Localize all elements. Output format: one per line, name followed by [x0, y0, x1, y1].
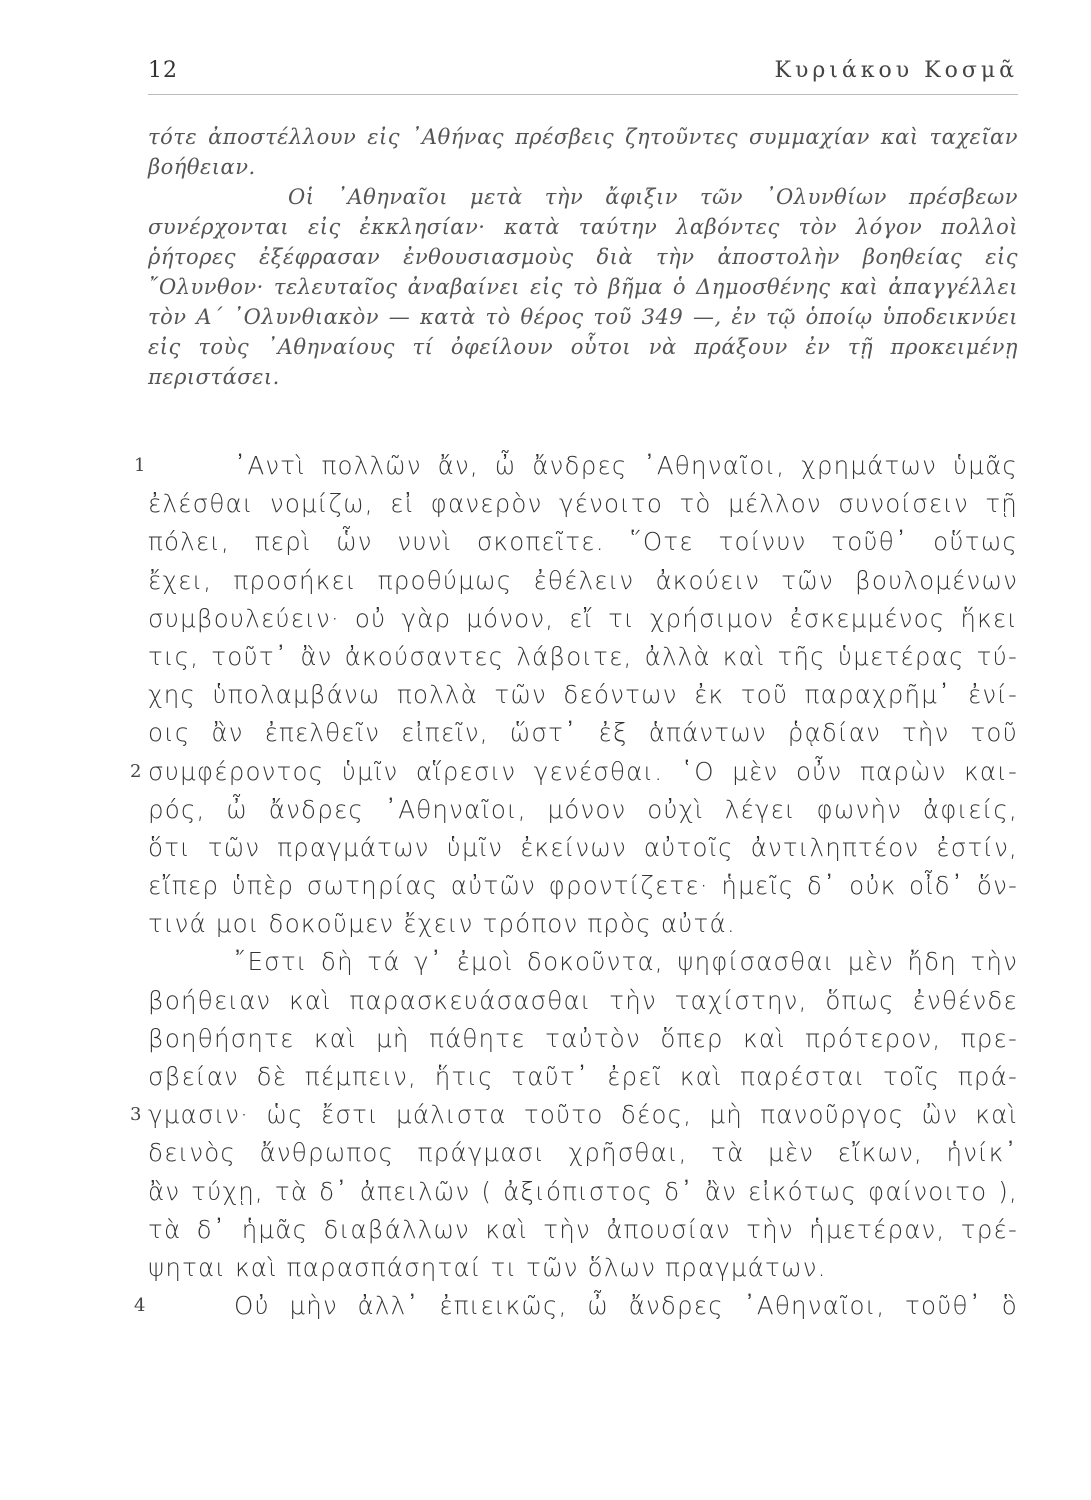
main-text: [130, 447, 1018, 1325]
text-line: ἂν τύχῃ, τὰ δ᾿ ἀπειλῶν ( ἀξιόπιστος δ᾿ ἂν εἰκότως φαίνοιτο ),: [148, 1176, 1018, 1206]
page-number: 12: [148, 58, 178, 83]
text-line: τινά μοι δοκοῦμεν ἔχειν τρόπον πρὸς αὐτά.: [148, 909, 736, 939]
text-line: χης ὑπολαμβάνω πολλὰ τῶν δεόντων ἐκ τοῦ παραχρῆμ᾿ ἐνί-: [148, 680, 1018, 710]
text-line: 4 Οὐ μὴν ἀλλ᾿ ἐπιεικῶς, ὦ ἄνδρες ᾿Αθηναῖοι, τοῦθ᾿ ὃ: [148, 1287, 1018, 1325]
text-line: ἔχει, προσήκει προθύμως ἐθέλειν ἀκούειν τῶν βουλομένων: [148, 565, 1018, 595]
section-number: 3: [130, 1104, 142, 1126]
text-line: συμβουλεύειν· οὐ γὰρ μόνον, εἴ τι χρήσιμον ἐσκεμμένος ἥκει: [148, 603, 1018, 633]
text-line: οις ἂν ἐπελθεῖν εἰπεῖν, ὥστ᾿ ἐξ ἁπάντων ῥᾳδίαν τὴν τοῦ: [148, 718, 1018, 748]
text-line: ρός, ὦ ἄνδρες ᾿Αθηναῖοι, μόνον οὐχὶ λέγει φωνὴν ἀφιείς,: [148, 794, 1018, 824]
text-line: τὰ δ᾿ ἡμᾶς διαβάλλων καὶ τὴν ἀπουσίαν τὴν ἡμετέραν, τρέ-: [148, 1214, 1018, 1244]
section-number: 1: [134, 455, 146, 476]
text-line: ῎Εστι δὴ τά γ᾿ ἐμοὶ δοκοῦντα, ψηφίσασθαι μὲν ἤδη τὴν: [234, 947, 1018, 977]
text-line: ἐλέσθαι νομίζω, εἰ φανερὸν γένοιτο τὸ μέλλον συνοίσειν τῇ: [148, 489, 1018, 519]
section-number: 4: [134, 1295, 146, 1317]
text-line: βοήθειαν καὶ παρασκευάσασθαι τὴν ταχίστην, ὅπως ἐνθένδε: [148, 985, 1018, 1015]
introduction: [148, 122, 1018, 392]
header-rule: [148, 94, 1018, 95]
running-head: Κυριάκου Κοσμᾶ: [774, 58, 1018, 83]
text-line: τις, τοῦτ᾿ ἂν ἀκούσαντες λάβοιτε, ἀλλὰ καὶ τῆς ὑμετέρας τύ-: [148, 641, 1018, 671]
page-header: [148, 58, 1018, 88]
text-line: 3 γμασιν· ὡς ἔστι μάλιστα τοῦτο δέος, μὴ πανοῦργος ὢν καὶ: [148, 1096, 1018, 1134]
section-number: 2: [130, 760, 142, 782]
text-line: πόλει, περὶ ὧν νυνὶ σκοπεῖτε. ῞Οτε τοίνυν τοῦθ᾿ οὕτως: [148, 527, 1018, 557]
text-line: σβείαν δὲ πέμπειν, ἥτις ταῦτ᾿ ἐρεῖ καὶ παρέσται τοῖς πρά-: [148, 1062, 1018, 1091]
text-line: ψηται καὶ παρασπάσηταί τι τῶν ὅλων πραγμάτων.: [148, 1252, 827, 1282]
intro-paragraph-2: Οἱ ᾿Αθηναῖοι μετὰ τὴν ἄφιξιν τῶν ᾿Ολυνθίων πρέσβεων συνέρχονται εἰς ἐκκλησίαν· κατὰ ταύτην λαβόντες τὸν λόγον πολλοὶ ῥήτορες ἐξέφρασαν ἐνθουσιασμοὺς διὰ τὴν ἀποστολὴν βοηθείας εἰς ῎Ολυνθον· τελευταῖος ἀναβαίνει εἰς τὸ βῆμα ὁ Δημοσθένης καὶ ἀπαγγέλλει τὸν Α΄ ᾿Ολυνθιακὸν — κατὰ τὸ θέρος τοῦ 349 —, ἐν τῷ ὁποίῳ ὑποδεικνύει εἰς τοὺς ᾿Αθηναίους τί ὀφείλουν οὗτοι νὰ πράξουν ἐν τῇ προκειμένῃ περιστάσει.: [148, 185, 1018, 389]
text-line: 1 ᾿Αντὶ πολλῶν ἄν, ὦ ἄνδρες ᾿Αθηναῖοι, χρημάτων ὑμᾶς: [148, 447, 1018, 485]
text-line: βοηθήσητε καὶ μὴ πάθητε ταὐτὸν ὅπερ καὶ πρότερον, πρε-: [148, 1023, 1018, 1053]
intro-paragraph-1: τότε ἀποστέλλουν εἰς ᾿Αθήνας πρέσβεις ζητοῦντες συμμαχίαν καὶ ταχεῖαν βοήθειαν.: [148, 125, 1018, 179]
text-line: εἴπερ ὑπὲρ σωτηρίας αὐτῶν φροντίζετε· ἡμεῖς δ᾿ οὐκ οἶδ᾿ ὅν-: [148, 871, 1018, 901]
text-line: ὅτι τῶν πραγμάτων ὑμῖν ἐκείνων αὐτοῖς ἀντιληπτέον ἐστίν,: [148, 832, 1018, 862]
text-line: δεινὸς ἄνθρωπος πράγμασι χρῆσθαι, τὰ μὲν εἴκων, ἡνίκ᾿: [148, 1138, 1018, 1168]
text-line: 2 συμφέροντος ὑμῖν αἵρεσιν γενέσθαι. ῾Ο μὲν οὖν παρὼν και-: [148, 753, 1018, 791]
